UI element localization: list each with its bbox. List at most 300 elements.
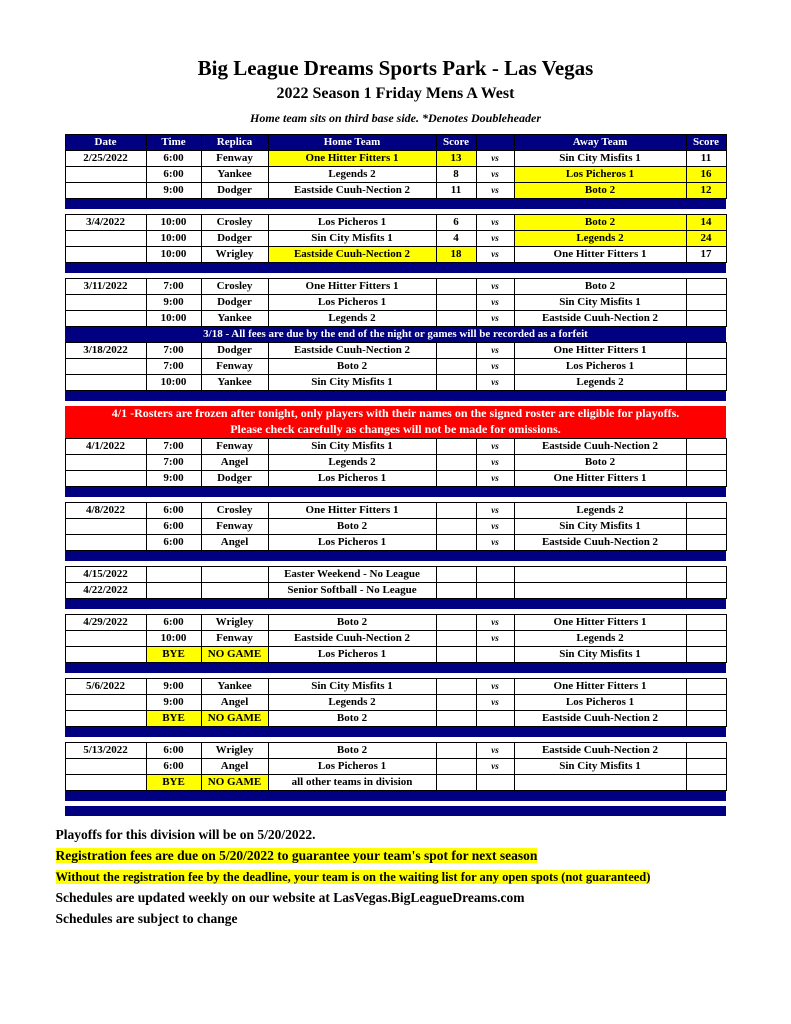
away-score-cell xyxy=(686,359,726,375)
col-header-vs xyxy=(476,135,514,151)
footer-notes xyxy=(56,826,736,928)
vs-label: vs xyxy=(476,470,514,486)
home-score-cell: 4 xyxy=(436,231,476,247)
away-score-cell xyxy=(686,502,726,518)
game-row xyxy=(65,694,726,710)
away-score-cell xyxy=(686,518,726,534)
time-cell: BYE xyxy=(146,710,201,726)
time-cell: 7:00 xyxy=(146,279,201,295)
time-cell: 9:00 xyxy=(146,183,201,199)
vs-label xyxy=(476,774,514,790)
replica-cell: Yankee xyxy=(201,678,268,694)
replica-cell: Angel xyxy=(201,694,268,710)
replica-cell: Dodger xyxy=(201,470,268,486)
time-cell: 10:00 xyxy=(146,247,201,263)
date-cell xyxy=(65,183,146,199)
date-cell: 3/11/2022 xyxy=(65,279,146,295)
away-score-cell: 16 xyxy=(686,167,726,183)
date-cell: 2/25/2022 xyxy=(65,151,146,167)
home-team-cell: Senior Softball - No League xyxy=(268,582,436,598)
home-team-cell: Los Picheros 1 xyxy=(268,646,436,662)
separator-bar xyxy=(65,486,726,497)
date-cell xyxy=(65,359,146,375)
home-team-cell: One Hitter Fitters 1 xyxy=(268,502,436,518)
page-title: Big League Dreams Sports Park - Las Vegas xyxy=(197,56,594,80)
time-cell: 6:00 xyxy=(146,167,201,183)
time-cell: 7:00 xyxy=(146,359,201,375)
replica-cell: Wrigley xyxy=(201,247,268,263)
replica-cell: Wrigley xyxy=(201,614,268,630)
footer-line xyxy=(56,869,736,885)
away-team-cell: Sin City Misfits 1 xyxy=(514,151,686,167)
schedule-body xyxy=(65,151,726,816)
home-team-cell: Easter Weekend - No League xyxy=(268,566,436,582)
home-team-cell: Legends 2 xyxy=(268,454,436,470)
home-team-cell: One Hitter Fitters 1 xyxy=(268,151,436,167)
home-score-cell xyxy=(436,518,476,534)
time-cell: 10:00 xyxy=(146,375,201,391)
away-team-cell: Legends 2 xyxy=(514,231,686,247)
home-team-cell: Eastside Cuuh-Nection 2 xyxy=(268,247,436,263)
home-team-cell: all other teams in division xyxy=(268,774,436,790)
footer-line xyxy=(56,889,736,907)
page-subtitle: 2022 Season 1 Friday Mens A West xyxy=(276,85,515,102)
time-cell: 10:00 xyxy=(146,215,201,231)
home-team-cell: Sin City Misfits 1 xyxy=(268,678,436,694)
home-team-cell: Eastside Cuuh-Nection 2 xyxy=(268,630,436,646)
home-score-cell xyxy=(436,375,476,391)
replica-cell: Angel xyxy=(201,454,268,470)
game-row xyxy=(65,614,726,630)
game-row xyxy=(65,582,726,598)
replica-cell xyxy=(201,582,268,598)
vs-label: vs xyxy=(476,295,514,311)
away-score-cell: 12 xyxy=(686,183,726,199)
replica-cell: NO GAME xyxy=(201,710,268,726)
game-row xyxy=(65,343,726,359)
home-score-cell: 13 xyxy=(436,151,476,167)
home-team-cell: Boto 2 xyxy=(268,614,436,630)
replica-cell: Angel xyxy=(201,534,268,550)
footer-line-text: Registration fees are due on 5/20/2022 to guarantee your team's spot for next season xyxy=(55,848,538,864)
game-row xyxy=(65,438,726,454)
vs-label: vs xyxy=(476,231,514,247)
home-team-cell: Legends 2 xyxy=(268,167,436,183)
game-row xyxy=(65,375,726,391)
game-row xyxy=(65,231,726,247)
footer-line-text: Playoffs for this division will be on 5/20/2022. xyxy=(55,826,316,842)
away-score-cell xyxy=(686,534,726,550)
date-cell xyxy=(65,311,146,327)
separator-row xyxy=(65,391,726,402)
away-team-cell xyxy=(514,566,686,582)
home-score-cell xyxy=(436,343,476,359)
replica-cell: Dodger xyxy=(201,183,268,199)
time-cell: 9:00 xyxy=(146,470,201,486)
home-team-cell: Boto 2 xyxy=(268,359,436,375)
replica-cell: NO GAME xyxy=(201,646,268,662)
away-score-cell xyxy=(686,614,726,630)
separator-row xyxy=(65,199,726,210)
away-score-cell xyxy=(686,710,726,726)
away-score-cell xyxy=(686,646,726,662)
date-cell xyxy=(65,247,146,263)
home-team-cell: Los Picheros 1 xyxy=(268,758,436,774)
separator-row xyxy=(65,550,726,561)
footer-line-text: Schedules are subject to change xyxy=(55,911,238,927)
separator-bar xyxy=(65,790,726,801)
home-score-cell xyxy=(436,502,476,518)
time-cell: 6:00 xyxy=(146,534,201,550)
time-cell: 9:00 xyxy=(146,295,201,311)
time-cell: 6:00 xyxy=(146,614,201,630)
vs-label: vs xyxy=(476,343,514,359)
home-team-cell: Los Picheros 1 xyxy=(268,295,436,311)
game-row xyxy=(65,774,726,790)
home-team-cell: Los Picheros 1 xyxy=(268,215,436,231)
game-row xyxy=(65,183,726,199)
home-score-cell xyxy=(436,279,476,295)
away-team-cell: Eastside Cuuh-Nection 2 xyxy=(514,710,686,726)
game-row xyxy=(65,359,726,375)
away-team-cell: Sin City Misfits 1 xyxy=(514,646,686,662)
home-team-cell: Legends 2 xyxy=(268,694,436,710)
home-team-cell: Boto 2 xyxy=(268,518,436,534)
home-score-cell xyxy=(436,758,476,774)
away-team-cell: Boto 2 xyxy=(514,215,686,231)
vs-label: vs xyxy=(476,247,514,263)
vs-label xyxy=(476,710,514,726)
replica-cell: Dodger xyxy=(201,295,268,311)
time-cell: 7:00 xyxy=(146,438,201,454)
game-row xyxy=(65,454,726,470)
vs-label: vs xyxy=(476,518,514,534)
replica-cell: Crosley xyxy=(201,502,268,518)
home-score-cell xyxy=(436,311,476,327)
home-team-cell: Legends 2 xyxy=(268,311,436,327)
vs-label xyxy=(476,646,514,662)
vs-label: vs xyxy=(476,359,514,375)
home-team-cell: Eastside Cuuh-Nection 2 xyxy=(268,183,436,199)
vs-label xyxy=(476,582,514,598)
date-cell xyxy=(65,710,146,726)
away-score-cell xyxy=(686,295,726,311)
game-row xyxy=(65,742,726,758)
away-score-cell xyxy=(686,742,726,758)
separator-bar xyxy=(65,726,726,737)
game-row xyxy=(65,279,726,295)
date-cell: 4/1/2022 xyxy=(65,438,146,454)
time-cell: 6:00 xyxy=(146,518,201,534)
vs-label: vs xyxy=(476,758,514,774)
away-team-cell xyxy=(514,582,686,598)
replica-cell: Yankee xyxy=(201,375,268,391)
away-team-cell: Los Picheros 1 xyxy=(514,167,686,183)
home-score-cell xyxy=(436,454,476,470)
date-cell: 5/13/2022 xyxy=(65,742,146,758)
replica-cell: Fenway xyxy=(201,518,268,534)
away-score-cell xyxy=(686,630,726,646)
time-cell: 9:00 xyxy=(146,694,201,710)
away-team-cell: Boto 2 xyxy=(514,454,686,470)
vs-label xyxy=(476,566,514,582)
footer-line xyxy=(56,847,736,865)
schedule-table xyxy=(65,134,727,816)
away-team-cell: Eastside Cuuh-Nection 2 xyxy=(514,742,686,758)
time-cell: 7:00 xyxy=(146,343,201,359)
home-score-cell xyxy=(436,710,476,726)
game-row xyxy=(65,151,726,167)
date-cell xyxy=(65,774,146,790)
col-header-date: Date xyxy=(65,135,146,151)
time-cell xyxy=(146,566,201,582)
away-team-cell: One Hitter Fitters 1 xyxy=(514,614,686,630)
away-score-cell xyxy=(686,678,726,694)
date-cell xyxy=(65,694,146,710)
home-score-cell xyxy=(436,582,476,598)
home-score-cell xyxy=(436,742,476,758)
home-team-cell: Eastside Cuuh-Nection 2 xyxy=(268,343,436,359)
home-score-cell xyxy=(436,678,476,694)
away-score-cell: 14 xyxy=(686,215,726,231)
date-cell xyxy=(65,295,146,311)
game-row xyxy=(65,534,726,550)
date-cell: 3/4/2022 xyxy=(65,215,146,231)
footer-line-text: Schedules are updated weekly on our website at LasVegas.BigLeagueDreams.com xyxy=(55,889,525,905)
home-score-cell: 18 xyxy=(436,247,476,263)
vs-label: vs xyxy=(476,454,514,470)
date-cell: 4/22/2022 xyxy=(65,582,146,598)
away-score-cell xyxy=(686,279,726,295)
separator-bar xyxy=(65,598,726,609)
home-team-cell: Sin City Misfits 1 xyxy=(268,438,436,454)
home-score-cell xyxy=(436,646,476,662)
game-row xyxy=(65,646,726,662)
vs-label: vs xyxy=(476,630,514,646)
col-header-replica: Replica xyxy=(201,135,268,151)
home-team-cell: Los Picheros 1 xyxy=(268,470,436,486)
replica-cell: Dodger xyxy=(201,231,268,247)
replica-cell: Wrigley xyxy=(201,742,268,758)
vs-label: vs xyxy=(476,694,514,710)
date-cell xyxy=(65,630,146,646)
home-score-cell xyxy=(436,566,476,582)
home-team-cell: Los Picheros 1 xyxy=(268,534,436,550)
replica-cell: Fenway xyxy=(201,630,268,646)
away-team-cell: Sin City Misfits 1 xyxy=(514,295,686,311)
away-score-cell xyxy=(686,438,726,454)
game-row xyxy=(65,758,726,774)
date-cell xyxy=(65,470,146,486)
replica-cell: Fenway xyxy=(201,151,268,167)
date-cell xyxy=(65,646,146,662)
home-score-cell xyxy=(436,438,476,454)
vs-label: vs xyxy=(476,311,514,327)
date-cell xyxy=(65,167,146,183)
replica-cell: Fenway xyxy=(201,359,268,375)
away-score-cell: 24 xyxy=(686,231,726,247)
vs-label: vs xyxy=(476,215,514,231)
time-cell: 9:00 xyxy=(146,678,201,694)
time-cell: 6:00 xyxy=(146,151,201,167)
replica-cell: Fenway xyxy=(201,438,268,454)
time-cell: 6:00 xyxy=(146,502,201,518)
away-score-cell xyxy=(686,694,726,710)
home-score-cell xyxy=(436,534,476,550)
vs-label: vs xyxy=(476,183,514,199)
home-score-cell xyxy=(436,614,476,630)
replica-cell xyxy=(201,566,268,582)
separator-bar xyxy=(65,806,726,816)
replica-cell: Crosley xyxy=(201,279,268,295)
separator-bar xyxy=(65,263,726,274)
notice-banner-red: 4/1 -Rosters are frozen after tonight, only players with their names on the signed roster are eligible for playoffs. xyxy=(65,406,726,422)
vs-label: vs xyxy=(476,534,514,550)
time-cell xyxy=(146,582,201,598)
time-cell: 10:00 xyxy=(146,630,201,646)
home-score-cell xyxy=(436,694,476,710)
home-team-cell: Boto 2 xyxy=(268,710,436,726)
time-cell: BYE xyxy=(146,774,201,790)
away-team-cell: Boto 2 xyxy=(514,183,686,199)
home-score-cell xyxy=(436,295,476,311)
home-score-cell xyxy=(436,359,476,375)
separator-row xyxy=(65,662,726,673)
col-header-away-team: Away Team xyxy=(514,135,686,151)
date-cell: 3/18/2022 xyxy=(65,343,146,359)
separator-row xyxy=(65,790,726,801)
notice-row xyxy=(65,327,726,343)
away-team-cell: Boto 2 xyxy=(514,279,686,295)
separator-bar xyxy=(65,550,726,561)
away-team-cell: One Hitter Fitters 1 xyxy=(514,343,686,359)
separator-bar xyxy=(65,662,726,673)
replica-cell: Crosley xyxy=(201,215,268,231)
notice-banner-red: Please check carefully as changes will not be made for omissions. xyxy=(65,422,726,438)
vs-label: vs xyxy=(476,279,514,295)
date-cell: 4/15/2022 xyxy=(65,566,146,582)
away-score-cell xyxy=(686,470,726,486)
away-team-cell: Eastside Cuuh-Nection 2 xyxy=(514,534,686,550)
footer-line xyxy=(56,910,736,928)
game-row xyxy=(65,710,726,726)
away-team-cell: Eastside Cuuh-Nection 2 xyxy=(514,311,686,327)
col-header-home-team: Home Team xyxy=(268,135,436,151)
home-score-cell xyxy=(436,470,476,486)
home-team-cell: One Hitter Fitters 1 xyxy=(268,279,436,295)
home-score-cell xyxy=(436,774,476,790)
away-score-cell xyxy=(686,566,726,582)
table-head xyxy=(65,135,726,151)
away-score-cell: 11 xyxy=(686,151,726,167)
notice-banner-navy: 3/18 - All fees are due by the end of the night or games will be recorded as a forfeit xyxy=(65,327,726,343)
date-cell xyxy=(65,454,146,470)
game-row xyxy=(65,566,726,582)
footer-line-text: Without the registration fee by the deadline, your team is on the waiting list for any open spots (not guaranteed) xyxy=(55,869,651,884)
game-row xyxy=(65,167,726,183)
game-row xyxy=(65,247,726,263)
game-row xyxy=(65,311,726,327)
col-header-time: Time xyxy=(146,135,201,151)
vs-label: vs xyxy=(476,678,514,694)
home-team-cell: Boto 2 xyxy=(268,742,436,758)
notice-row xyxy=(65,422,726,438)
separator-bar xyxy=(65,391,726,402)
notice-row xyxy=(65,406,726,422)
vs-label: vs xyxy=(476,167,514,183)
game-row xyxy=(65,295,726,311)
game-row xyxy=(65,470,726,486)
game-row xyxy=(65,678,726,694)
separator-row xyxy=(65,486,726,497)
away-team-cell: One Hitter Fitters 1 xyxy=(514,470,686,486)
away-score-cell xyxy=(686,758,726,774)
away-score-cell: 17 xyxy=(686,247,726,263)
away-score-cell xyxy=(686,582,726,598)
home-team-note: Home team sits on third base side. *Denotes Doubleheader xyxy=(250,111,541,125)
away-team-cell: One Hitter Fitters 1 xyxy=(514,678,686,694)
footer-line xyxy=(56,826,736,844)
away-team-cell: Sin City Misfits 1 xyxy=(514,758,686,774)
separator-row xyxy=(65,726,726,737)
away-score-cell xyxy=(686,454,726,470)
replica-cell: Yankee xyxy=(201,311,268,327)
away-team-cell xyxy=(514,774,686,790)
date-cell xyxy=(65,758,146,774)
home-score-cell: 6 xyxy=(436,215,476,231)
replica-cell: NO GAME xyxy=(201,774,268,790)
time-cell: 6:00 xyxy=(146,742,201,758)
home-score-cell xyxy=(436,630,476,646)
vs-label: vs xyxy=(476,742,514,758)
time-cell: BYE xyxy=(146,646,201,662)
game-row xyxy=(65,502,726,518)
away-team-cell: Eastside Cuuh-Nection 2 xyxy=(514,438,686,454)
vs-label: vs xyxy=(476,151,514,167)
col-header-score: Score xyxy=(686,135,726,151)
game-row xyxy=(65,630,726,646)
replica-cell: Angel xyxy=(201,758,268,774)
away-team-cell: Sin City Misfits 1 xyxy=(514,518,686,534)
replica-cell: Yankee xyxy=(201,167,268,183)
vs-label: vs xyxy=(476,614,514,630)
away-score-cell xyxy=(686,343,726,359)
game-row xyxy=(65,518,726,534)
vs-label: vs xyxy=(476,375,514,391)
away-team-cell: Legends 2 xyxy=(514,375,686,391)
date-cell xyxy=(65,534,146,550)
away-team-cell: Legends 2 xyxy=(514,630,686,646)
away-score-cell xyxy=(686,375,726,391)
separator-bar xyxy=(65,199,726,210)
home-score-cell: 11 xyxy=(436,183,476,199)
home-team-cell: Sin City Misfits 1 xyxy=(268,231,436,247)
date-cell: 4/8/2022 xyxy=(65,502,146,518)
date-cell: 4/29/2022 xyxy=(65,614,146,630)
away-score-cell xyxy=(686,311,726,327)
away-team-cell: Los Picheros 1 xyxy=(514,694,686,710)
home-score-cell: 8 xyxy=(436,167,476,183)
home-team-cell: Sin City Misfits 1 xyxy=(268,375,436,391)
away-team-cell: Legends 2 xyxy=(514,502,686,518)
table-header-row xyxy=(65,135,726,151)
game-row xyxy=(65,215,726,231)
time-cell: 7:00 xyxy=(146,454,201,470)
date-cell xyxy=(65,375,146,391)
time-cell: 6:00 xyxy=(146,758,201,774)
away-team-cell: Los Picheros 1 xyxy=(514,359,686,375)
col-header-score: Score xyxy=(436,135,476,151)
